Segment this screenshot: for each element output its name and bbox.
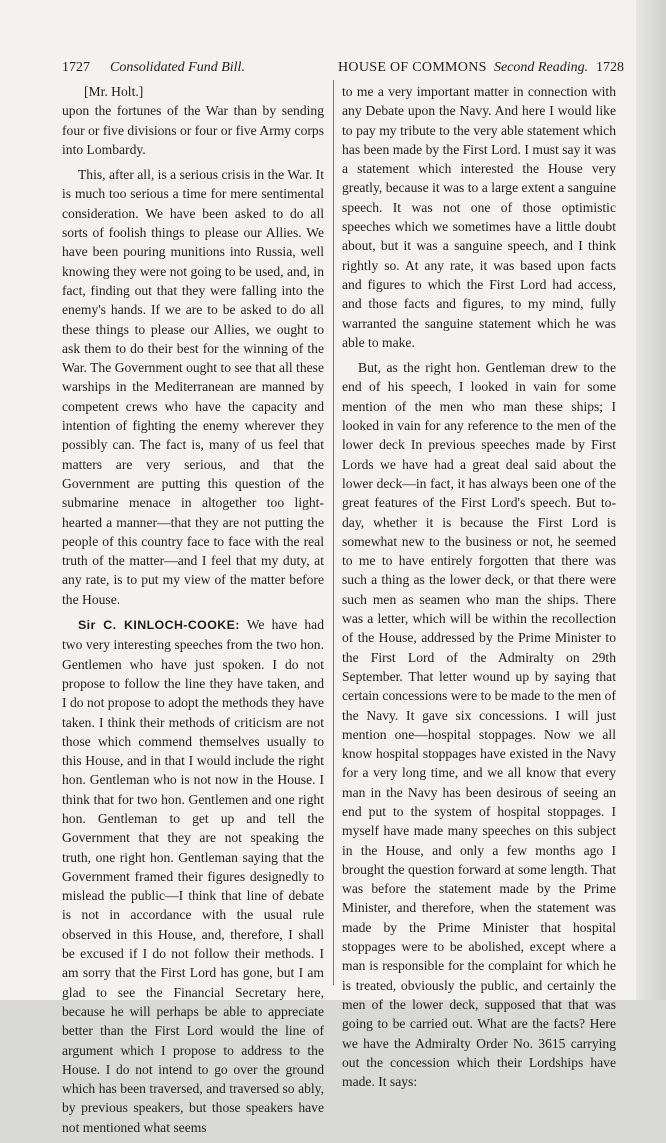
column-divider: [333, 80, 334, 985]
page-edge-shadow: [636, 0, 666, 1000]
speech-paragraph: [62, 615, 324, 1137]
running-title-left: Consolidated Fund Bill.: [110, 60, 245, 75]
speech-text: We have had two very interesting speeches from the two hon. Gentlemen who have just spoken. I do not propose to follow the line they have taken, and I do not propose to adopt the methods they have taken. I think their methods of criticism are not those which commend themselves usually to this House, and in that I would include the right hon. Gentleman who is not now in the House. I think that for two hon. Gentlemen and one right hon. Gentleman to get up and tell the Government that they are not speaking the truth, one right hon. Gentleman saying that the Government framed their figures designedly to mislead the public—I think that line of debate is not in accordance with the usual rule observed in this House, and, therefore, I shall be excused if I do not follow their methods. I am sorry that the First Lord has gone, but I am glad to see the Financial Secretary here, because he will perhaps be able to appreciate better than the First Lord would the line of argument which I propose to address to the House. I do not intend to go over the ground which has been traversed, and traversed so ably, by previous speakers, but those speakers have not mentioned what seems: [62, 617, 324, 1135]
paragraph: But, as the right hon. Gentleman drew to the end of his speech, I looked in vain for some mention of the men who man these ships; I looked in vain for any reference to the men of the lower deck In previous speeches made by First Lords we have had a great deal said about the lower deck—in fact, it has always been one of the great features of the First Lord's speech. But to-day, whether it is because the First Lord is somewhat new to the business or not, he seemed to me to have entirely forgotten that there was such a thing as the lower deck, or that there were such men as seamen who man the ships. There was a letter, which will be within the recollection of the House, addressed by the Prime Minister to the First Lord of the Admiralty on 29th September. That letter wound up by saying that certain concessions were to be made to the men of the Navy. It gave six concessions. I will just mention one—hospital stoppages. Now we all know hospital stoppages have existed in the Navy for a very long time, and we all know that every man in the Navy has been desirous of seeing an end put to the system of hospital stoppages. I myself have made many speeches on this subject in the House, and only a few months ago I brought the question forward at some length. That was before the statement made by the Prime Minister, and therefore, when the statement was made by the Prime Minister that hospital stoppages were to be abolished, except where a man is responsible for the complaint for which he is treated, obviously the public, and certainly the men of the lower deck, supposed that that was going to be carried out. What are the facts? Here we have the Admiralty Order No. 3615 carrying out the concession which their Lordships have made. It says:: [342, 360, 616, 1090]
speaker-name: Sir C. KINLOCH-COOKE:: [78, 618, 240, 633]
running-title-house: HOUSE OF COMMONS: [338, 60, 487, 75]
speaker-attribution: [Mr. Holt.]: [84, 84, 144, 99]
paragraph: to me a very important matter in connection with any Debate upon the Navy. And here I would like to pay my tribute to the very able statement which has been made by the First Lord. I must say it was a statement which interested the House very greatly, because it was to a large extent a sanguine speech. It was not one of those optimistic speeches which we sometimes have a little doubt about, but it was a sanguine speech, and I think rightly so. At any rate, it was based upon facts and figures to which the First Lord had access, and those facts and figures, to my mind, fully warranted the sanguine statement which he was able to make.: [342, 84, 616, 350]
page-header: [62, 58, 624, 78]
right-column: [342, 82, 616, 1097]
column-number-right: 1728: [596, 60, 624, 75]
column-number-left: 1727: [62, 60, 90, 75]
paragraph: This, after all, is a serious crisis in the War. It is much too serious a time for mere sentimental consideration. We have been asked to do all sorts of foolish things to please our Allies. We have been pouring munitions into Russia, well knowing they were not going to be used, and, in fact, finding out that they were falling into the enemy's hands. If we are to be asked to do all these things to please our Allies, we ought to ask them to do their best for the winning of the War. The Government ought to see that all these warships in the Mediterranean are manned by competent crews who have the capacity and intention of fighting the enemy wherever they possibly can. The fact is, many of us feel that matters are very serious, and that the Government are putting this question of the submarine menace in altogether too light-hearted a manner—that they are not putting the people of this country face to face with the real truth of the matter—and I feel that my duty, at any rate, is to put my view of the matter before the House.: [62, 167, 324, 607]
running-title-right: Second Reading.: [494, 60, 589, 75]
paragraph: upon the fortunes of the War than by sending four or five divisions or four or five Army corps into Lombardy.: [62, 103, 324, 157]
left-column: [62, 82, 324, 1143]
